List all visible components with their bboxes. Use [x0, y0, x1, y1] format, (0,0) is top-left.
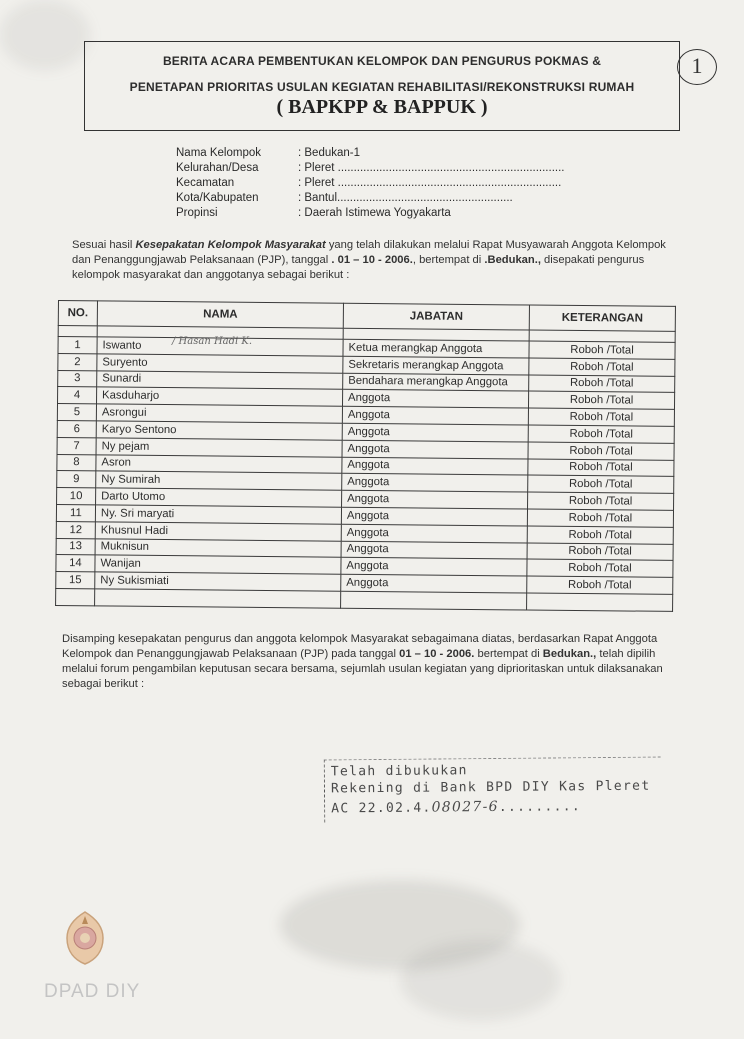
cell-jabatan: Anggota	[341, 574, 527, 593]
cell-no: 3	[58, 370, 97, 387]
cell-jabatan: Anggota	[342, 474, 528, 493]
text-span: bertempat di	[474, 648, 543, 660]
paper-smudge	[400, 940, 560, 1020]
cell-jabatan: Anggota	[342, 390, 528, 409]
forum-date: 01 – 10 - 2006.	[399, 648, 475, 660]
closing-paragraph	[62, 632, 702, 692]
document-title-box	[84, 41, 680, 131]
info-value: : Daerah Istimewa Yogyakarta	[298, 207, 451, 219]
dpad-logo-icon	[61, 908, 109, 966]
cell-no: 10	[57, 488, 96, 505]
cell-nama: Asron	[96, 454, 342, 473]
text-span: dan Penanggungjawab Pelaksanaan (PJP), tanggal	[72, 254, 332, 266]
cell-keterangan: Roboh /Total	[528, 408, 674, 426]
cell-nama: Suryento	[97, 354, 343, 373]
cell-keterangan: Roboh /Total	[528, 492, 674, 510]
cell-keterangan: Roboh /Total	[528, 475, 674, 493]
info-row	[176, 206, 564, 221]
org-name: DPAD DIY	[44, 981, 141, 1002]
cell-nama: Darto Utomo	[96, 488, 342, 507]
title-line-1: BERITA ACARA PEMBENTUKAN KELOMPOK DAN PENGURUS POKMAS &	[162, 54, 602, 68]
cell-jabatan: Anggota	[341, 507, 527, 526]
cell-keterangan: Roboh /Total	[528, 425, 674, 443]
stamp-line-1: Telah dibukukan	[330, 763, 468, 780]
members-table	[55, 300, 676, 612]
cell-no: 2	[58, 353, 97, 370]
cell-keterangan: Roboh /Total	[527, 543, 673, 561]
cell-keterangan: Roboh /Total	[528, 459, 674, 477]
cell-no: 4	[58, 387, 97, 404]
text-span: disepakati pengurus	[540, 254, 645, 266]
cell-keterangan: Roboh /Total	[529, 358, 675, 376]
cell-jabatan: Anggota	[342, 490, 528, 509]
cell-jabatan: Anggota	[342, 440, 528, 459]
cell-no: 7	[57, 437, 96, 454]
info-value: : Pleret .......................................................................	[298, 162, 565, 174]
forum-place: Bedukan.,	[542, 648, 597, 660]
account-handwritten: 08027-6	[431, 798, 499, 816]
text-span: telah dipilih	[596, 648, 656, 660]
cell-no: 6	[57, 420, 96, 437]
text-emphasis: Kesepakatan Kelompok Masyarakat	[135, 239, 326, 251]
cell-jabatan: Ketua merangkap Anggota	[343, 339, 529, 358]
cell-jabatan: Anggota	[342, 423, 528, 442]
cell-no: 15	[56, 572, 95, 589]
cell-nama: Khusnul Hadi	[95, 522, 341, 541]
cell-keterangan: Roboh /Total	[527, 576, 673, 594]
cell-nama: Ny Sumirah	[96, 471, 342, 490]
info-value: : Bantul.......................................................	[298, 192, 513, 204]
intro-paragraph	[72, 238, 692, 283]
stamp-line-3	[331, 798, 581, 816]
cell-keterangan: Roboh /Total	[529, 375, 675, 393]
closing-line: Disamping kesepakatan pengurus dan anggota kelompok Masyarakat sebagaimana diatas, berdasarkan Rapat Anggota	[62, 633, 658, 645]
cell-no: 8	[57, 454, 96, 471]
header-no: NO.	[58, 301, 97, 326]
group-info	[176, 146, 564, 221]
cell-keterangan: Roboh /Total	[527, 526, 673, 544]
cell-jabatan: Anggota	[342, 457, 528, 476]
info-value: : Bedukan-1	[298, 147, 361, 159]
cell-keterangan: Roboh /Total	[527, 509, 673, 527]
info-label: Nama Kelompok	[176, 147, 262, 159]
closing-line: sebagai berikut :	[62, 678, 145, 690]
info-label: Propinsi	[176, 207, 218, 219]
info-label: Kelurahan/Desa	[176, 162, 259, 174]
info-label: Kota/Kabupaten	[176, 192, 259, 204]
cell-nama: Ny Sukismiati	[95, 572, 341, 591]
cell-no: 12	[56, 521, 95, 538]
account-dots: .........	[498, 799, 582, 815]
info-row	[176, 191, 564, 206]
info-value: : Pleret ......................................................................	[298, 177, 562, 189]
cell-no: 5	[57, 404, 96, 421]
text-span: yang telah dilakukan melalui Rapat Musyawarah Anggota Kelompok	[325, 239, 666, 251]
cell-keterangan: Roboh /Total	[529, 341, 675, 359]
stamp-line-2: Rekening di Bank BPD DIY Kas Pleret	[330, 778, 651, 797]
cell-no: 1	[58, 337, 97, 354]
cell-nama: Ny. Sri maryati	[95, 505, 341, 524]
meeting-place: .Bedukan.,	[484, 254, 541, 266]
cell-nama: Wanijan	[95, 555, 341, 574]
cell-nama: Asrongui	[96, 404, 342, 423]
title-line-3: ( BAPKPP & BAPPUK )	[276, 96, 488, 118]
cell-jabatan: Anggota	[341, 541, 527, 560]
header-jabatan: JABATAN	[343, 303, 529, 330]
handwritten-annotation: / Hasan Hadi K.	[172, 336, 253, 347]
info-row	[176, 176, 564, 191]
header-nama: NAMA	[97, 301, 343, 328]
intro-line: kelompok masyarakat dan anggotanya sebagai berikut :	[72, 269, 350, 281]
page-number-circle: 1	[677, 49, 717, 85]
cell-jabatan: Bendahara merangkap Anggota	[343, 373, 529, 392]
cell-jabatan: Anggota	[342, 406, 528, 425]
intro-line	[72, 253, 692, 268]
text-span: , bertempat di	[412, 254, 485, 266]
meeting-date: . 01 – 10 - 2006.	[331, 254, 413, 266]
cell-no: 11	[56, 504, 95, 521]
paper-smudge	[0, 0, 90, 70]
account-prefix: AC 22.02.4.	[331, 800, 432, 817]
header-keterangan: KETERANGAN	[529, 305, 675, 331]
closing-line: melalui forum pengambilan keputusan secara bersama, sejumlah usulan kegiatan yang diprioritaskan untuk dilaksanakan	[62, 663, 663, 675]
cell-nama: Kasduharjo	[97, 387, 343, 406]
cell-nama: Sunardi	[97, 370, 343, 389]
text-span: Sesuai hasil	[72, 239, 136, 251]
cell-no: 14	[56, 555, 95, 572]
cell-nama: Muknisun	[95, 538, 341, 557]
cell-no: 9	[57, 471, 96, 488]
intro-line	[72, 238, 692, 253]
bank-stamp	[324, 757, 662, 823]
text-span: Kelompok dan Penanggungjawab Pelaksanaan (PJP) pada tanggal	[62, 648, 400, 660]
cell-keterangan: Roboh /Total	[527, 559, 673, 577]
cell-jabatan: Anggota	[341, 558, 527, 577]
info-row	[176, 161, 564, 176]
closing-line	[62, 647, 702, 662]
info-label: Kecamatan	[176, 177, 235, 189]
cell-jabatan: Sekretaris merangkap Anggota	[343, 356, 529, 375]
cell-no: 13	[56, 538, 95, 555]
cell-keterangan: Roboh /Total	[528, 442, 674, 460]
cell-nama: Ny pejam	[96, 438, 342, 457]
cell-jabatan: Anggota	[341, 524, 527, 543]
title-line-2: PENETAPAN PRIORITAS USULAN KEGIATAN REHABILITASI/REKONSTRUKSI RUMAH	[129, 80, 635, 94]
cell-nama: Iswanto	[97, 337, 343, 356]
cell-nama: Karyo Sentono	[96, 421, 342, 440]
cell-keterangan: Roboh /Total	[528, 391, 674, 409]
info-row	[176, 146, 564, 161]
